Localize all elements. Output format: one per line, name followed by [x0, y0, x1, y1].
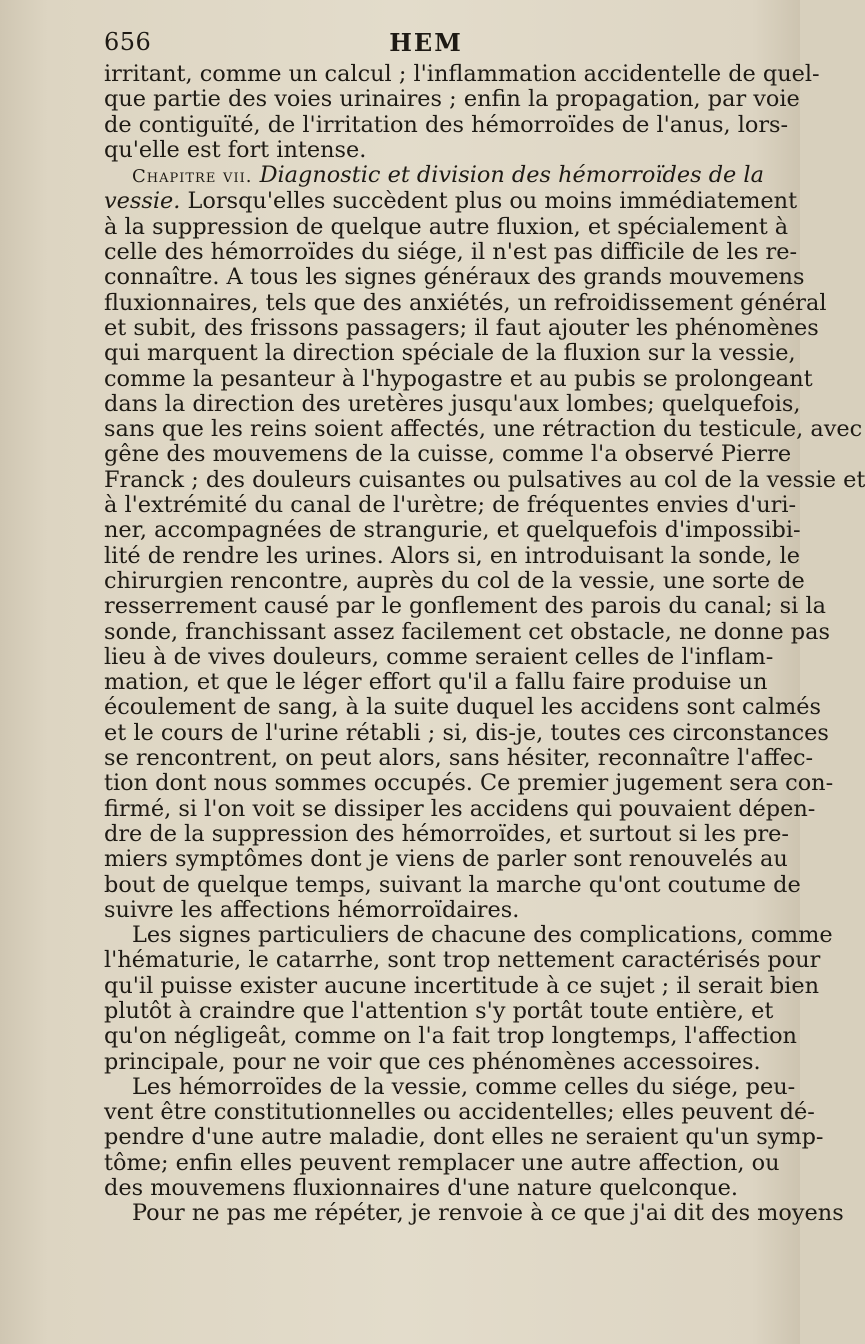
text-line: dre de la suppression des hémorroïdes, et surtout si les pre-: [104, 820, 789, 847]
text-line: ner, accompagnées de strangurie, et quelquefois d'impossibi-: [104, 517, 801, 544]
text-line: qu'on négligeât, comme on l'a fait trop longtemps, l'affection: [104, 1023, 797, 1050]
text-line: chirurgien rencontre, auprès du col de la vessie, une sorte de: [104, 567, 805, 594]
chapter-heading-line: [104, 162, 764, 189]
text-line: plutôt à craindre que l'attention s'y portât toute entière, et: [104, 997, 774, 1024]
text-line: miers symptômes dont je viens de parler sont renouvelés au: [104, 846, 788, 873]
text-line: qui marquent la direction spéciale de la fluxion sur la vessie,: [104, 340, 796, 367]
chapter-title: Diagnostic et division des hémorroïdes de la: [259, 162, 764, 189]
text-line: à l'extrémité du canal de l'urètre; de fréquentes envies d'uri-: [104, 492, 797, 519]
page-header: [104, 28, 748, 58]
running-head: HEM: [389, 28, 463, 57]
text-line: Pour ne pas me répéter, je renvoie à ce que j'ai dit des moyens: [132, 1200, 844, 1227]
text-line: à la suppression de quelque autre fluxion, et spécialement à: [104, 213, 789, 240]
text-line: mation, et que le léger effort qu'il a fallu faire produise un: [104, 669, 768, 696]
text-line: Les hémorroïdes de la vessie, comme celles du siége, peu-: [132, 1073, 796, 1100]
text-line: vent être constitutionnelles ou accidentelles; elles peuvent dé-: [104, 1099, 815, 1126]
text-line: irritant, comme un calcul ; l'inflammation accidentelle de quel-: [104, 61, 820, 87]
text-line: pendre d'une autre maladie, dont elles ne seraient qu'un symp-: [104, 1124, 824, 1151]
text-line: tôme; enfin elles peuvent remplacer une autre affection, ou: [104, 1149, 780, 1176]
text-line: lieu à de vives douleurs, comme seraient celles de l'inflam-: [104, 643, 774, 670]
text-line: se rencontrent, on peut alors, sans hésiter, reconnaître l'affec-: [104, 745, 814, 772]
text-line: connaître. A tous les signes généraux des grands mouvemens: [104, 264, 805, 291]
text-line: suivre les affections hémorroïdaires.: [104, 896, 520, 923]
chapter-title-end: vessie.: [104, 188, 181, 215]
text-line: principale, pour ne voir que ces phénomènes accessoires.: [104, 1048, 761, 1075]
text-line: des mouvemens fluxionnaires d'une nature quelconque.: [104, 1175, 738, 1202]
text-line: celle des hémorroïdes du siége, il n'est pas difficile de les re-: [104, 239, 798, 266]
text-line: tion dont nous sommes occupés. Ce premier jugement sera con-: [104, 770, 834, 797]
text-line: gêne des mouvemens de la cuisse, comme l'a observé Pierre: [104, 441, 792, 468]
body-text: [104, 61, 865, 1227]
text-line: resserrement causé par le gonflement des parois du canal; si la: [104, 593, 826, 620]
text-line: fluxionnaires, tels que des anxiétés, un refroidissement général: [104, 289, 827, 316]
text-line: bout de quelque temps, suivant la marche qu'ont coutume de: [104, 871, 801, 898]
text-line: sonde, franchissant assez facilement cet obstacle, ne donne pas: [104, 618, 830, 645]
text-line: et le cours de l'urine rétabli ; si, dis-je, toutes ces circonstances: [104, 719, 829, 746]
text-line: de contiguïté, de l'irritation des hémorroïdes de l'anus, lors-: [104, 111, 789, 138]
text-line: qu'il puisse exister aucune incertitude à ce sujet ; il serait bien: [104, 972, 820, 999]
text-line: sans que les reins soient affectés, une rétraction du testicule, avec: [104, 416, 863, 443]
text-line: qu'elle est fort intense.: [104, 136, 367, 163]
text-line: lité de rendre les urines. Alors si, en introduisant la sonde, le: [104, 542, 800, 569]
text-line: et subit, des frissons passagers; il faut ajouter les phénomènes: [104, 314, 819, 341]
text-line: comme la pesanteur à l'hypogastre et au pubis se prolongeant: [104, 365, 813, 392]
text-line: l'hématurie, le catarrhe, sont trop nettement caractérisés pour: [104, 947, 821, 974]
text-line: firmé, si l'on voit se dissiper les accidens qui pouvaient dépen-: [104, 795, 816, 822]
text-line: que partie des voies urinaires ; enfin la propagation, par voie: [104, 86, 800, 113]
text-line: [104, 188, 798, 215]
text-span: Lorsqu'elles succèdent plus ou moins immédiatement: [187, 188, 798, 215]
text-line: Les signes particuliers de chacune des complications, comme: [132, 922, 833, 949]
text-line: écoulement de sang, à la suite duquel les accidens sont calmés: [104, 694, 821, 721]
text-line: dans la direction des uretères jusqu'aux lombes; quelquefois,: [104, 390, 801, 417]
page-number: 656: [104, 28, 152, 56]
chapter-label: Chapitre vii.: [132, 166, 253, 188]
text-line: Franck ; des douleurs cuisantes ou pulsatives au col de la vessie et: [104, 466, 865, 493]
